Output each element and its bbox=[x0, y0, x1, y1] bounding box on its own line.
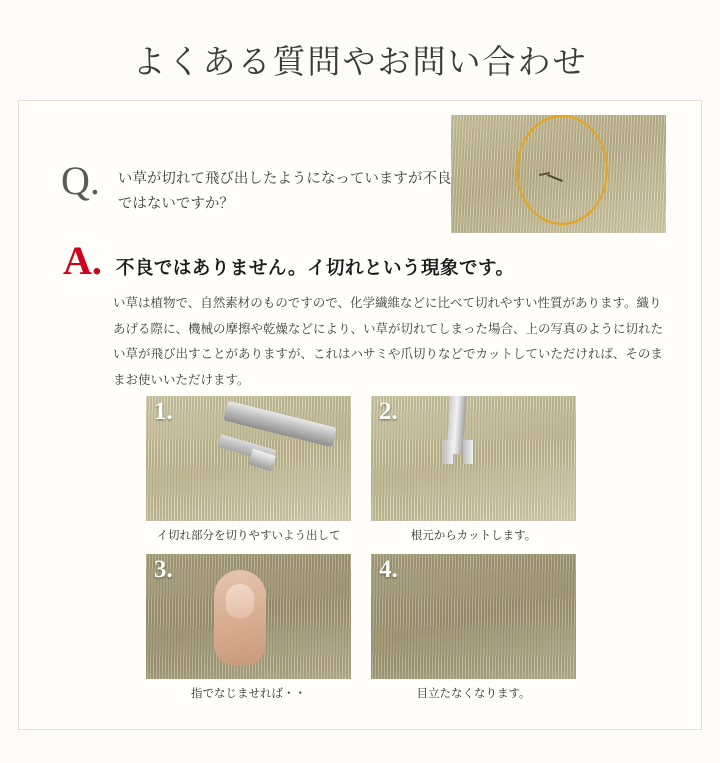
faq-frame bbox=[18, 100, 702, 730]
clipper-jaw-right-shape bbox=[463, 440, 473, 464]
step-caption: 目立たなくなります。 bbox=[416, 688, 531, 701]
page-title: よくある質問やお問い合わせ bbox=[132, 45, 588, 81]
highlight-circle-icon bbox=[516, 115, 608, 225]
tatami-surface-after-photo bbox=[371, 554, 576, 679]
steps-section bbox=[19, 396, 703, 704]
clipper-jaw-left-shape bbox=[443, 440, 453, 464]
step-number: 4. bbox=[379, 556, 398, 584]
step-item bbox=[146, 396, 351, 546]
answer-marker: A. bbox=[63, 238, 102, 283]
steps-grid bbox=[19, 396, 703, 704]
step-caption: 指でなじませれば・・ bbox=[191, 688, 306, 701]
clipper-cutting-at-root-photo bbox=[371, 396, 576, 521]
step-number: 3. bbox=[154, 556, 173, 584]
question-text: い草が切れて飛び出したようになっていますが不良ではないですか？ bbox=[117, 171, 452, 213]
answer-body-text: い草は植物で、自然素材のものですので、化学繊維などに比べて切れやすい性質があります。織りあげる際に、機械の摩擦や乾燥などにより、い草が切れてしまった場合、上の写真のように切れたい草が飛び出すことがありますが、これはハサミや爪切りなどでカットしていただければ、そのままお使いいただけます。 bbox=[113, 296, 664, 387]
step-item bbox=[146, 554, 351, 704]
nail-clipper-on-tatami-photo bbox=[146, 396, 351, 521]
step-caption: イ切れ部分を切りやすいよう出して bbox=[156, 530, 341, 542]
finger-smoothing-tatami-photo bbox=[146, 554, 351, 679]
step-item bbox=[371, 554, 576, 704]
question-row bbox=[61, 159, 461, 218]
question-marker: Q. bbox=[61, 158, 100, 203]
answer-headline: 不良ではありません。イ切れという現象です。 bbox=[115, 257, 515, 278]
step-item bbox=[371, 396, 576, 546]
step-caption: 根元からカットします。 bbox=[410, 530, 537, 542]
fingernail-shape bbox=[226, 584, 254, 618]
step-number: 2. bbox=[379, 398, 398, 425]
answer-row bbox=[63, 238, 515, 283]
step-number: 1. bbox=[154, 398, 173, 425]
